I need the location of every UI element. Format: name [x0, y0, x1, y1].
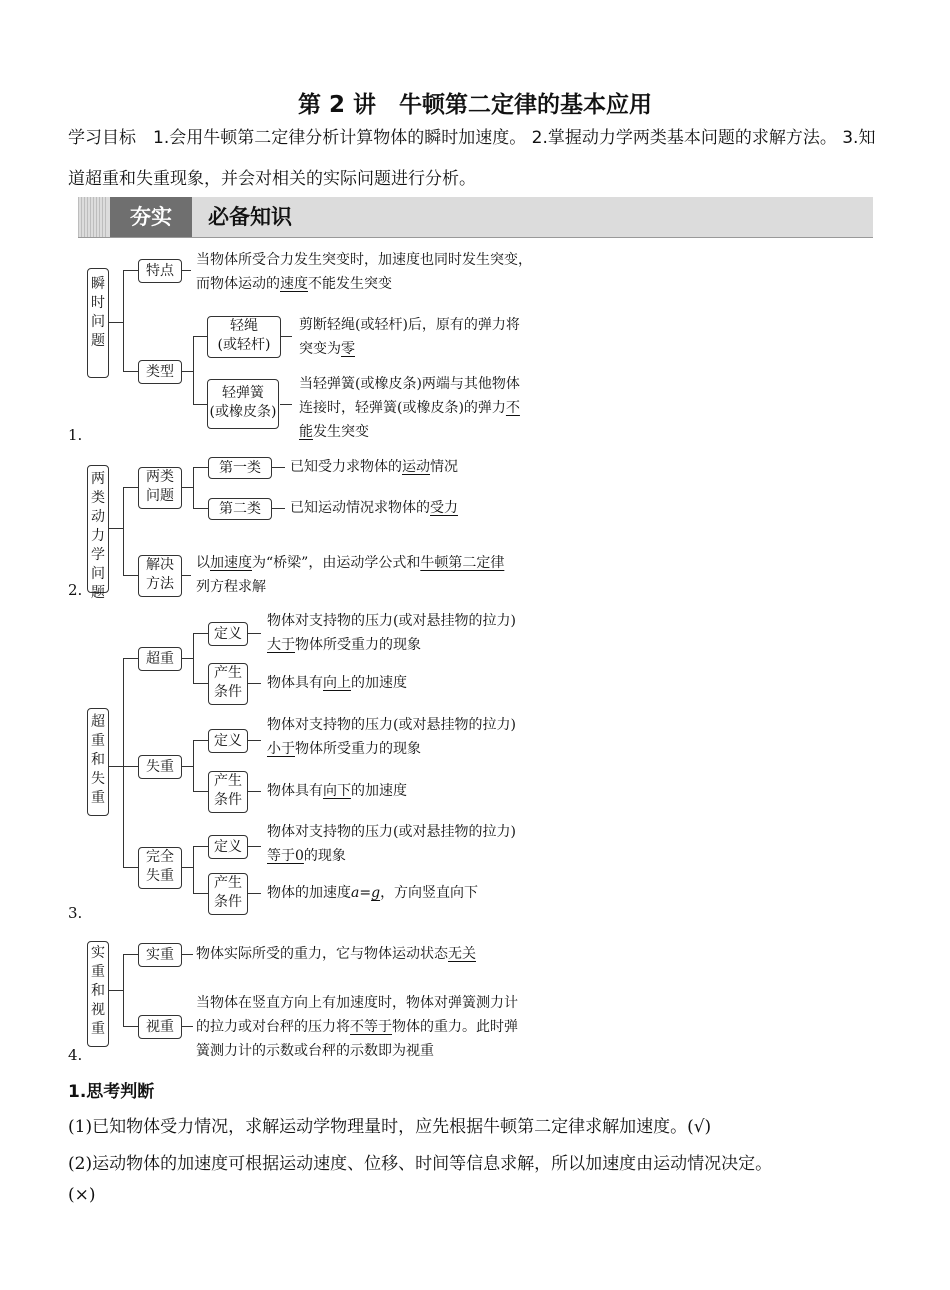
branch-apparent-weight: 视重 [138, 1015, 182, 1039]
definition-box: 定义 [208, 835, 248, 859]
branch-type: 类型 [138, 360, 182, 384]
weightless-def-1: 物体对支持物的压力(或对悬挂物的拉力) [267, 717, 516, 733]
feature-text-2: 而物体运动的速度不能发生突变 [196, 276, 392, 292]
branch-real-weight: 实重 [138, 943, 182, 967]
definition-box: 定义 [208, 622, 248, 646]
apparent-text-3: 簧测力计的示数或台秤的示数即为视重 [196, 1043, 434, 1059]
method-text-1: 以加速度为“桥梁”，由运动学公式和牛顿第二定律 [196, 555, 505, 571]
sub-light-spring: 轻弹簧 (或橡皮条) [207, 379, 279, 429]
branch-feature: 特点 [138, 259, 182, 283]
spring-text-1: 当轻弹簧(或橡皮条)两端与其他物体 [299, 376, 520, 392]
sub-light-rope: 轻绳 (或轻杆) [207, 316, 281, 358]
group-overweight: 超重 [138, 647, 182, 671]
branch-two-kinds: 两类 问题 [138, 467, 182, 509]
condition-box: 产生 条件 [208, 663, 248, 705]
root-box: 瞬时问题 [87, 268, 109, 378]
group-weightless: 失重 [138, 755, 182, 779]
rope-text-1: 剪断轻绳(或轻杆)后，原有的弹力将 [299, 317, 520, 333]
overweight-def-2: 大于物体所受重力的现象 [267, 637, 421, 653]
diagram-number: 3. [68, 904, 83, 922]
weightless-def-2: 小于物体所受重力的现象 [267, 741, 421, 757]
complete-def-1: 物体对支持物的压力(或对悬挂物的拉力) [267, 824, 516, 840]
exercise-q2: (2)运动物体的加速度可根据运动速度、位移、时间等信息求解，所以加速度由运动情况决定。 [68, 1154, 773, 1174]
branch-method: 解决 方法 [138, 555, 182, 597]
complete-def-2: 等于0的现象 [267, 848, 346, 864]
root-box: 实重和视重 [87, 941, 109, 1047]
condition-box: 产生 条件 [208, 771, 248, 813]
exercise-q2-answer: (×) [68, 1185, 96, 1205]
kind-second: 第二类 [208, 498, 272, 520]
overweight-cond: 物体具有向上的加速度 [267, 675, 407, 691]
diagram-number: 4. [68, 1046, 83, 1064]
section-label: 必备知识 [208, 205, 292, 229]
method-text-2: 列方程求解 [196, 579, 266, 595]
feature-text-1: 当物体所受合力发生突变时，加速度也同时发生突变， [196, 252, 532, 268]
weightless-cond: 物体具有向下的加速度 [267, 783, 407, 799]
spring-text-3: 能发生突变 [299, 424, 369, 440]
kind-first: 第一类 [208, 457, 272, 479]
diagram-number: 1. [68, 426, 83, 444]
exercise-q1: (1)已知物体受力情况，求解运动学物理量时，应先根据牛顿第二定律求解加速度。(√) [68, 1117, 712, 1137]
rope-text-2: 突变为零 [299, 341, 355, 357]
root-box: 超重和失重 [87, 708, 109, 816]
kind-first-text: 已知受力求物体的运动情况 [290, 459, 458, 475]
group-complete-weightless: 完全 失重 [138, 847, 182, 889]
page-title: 第 2 讲 牛顿第二定律的基本应用 [297, 92, 653, 118]
section-banner [78, 197, 873, 238]
real-weight-text: 物体实际所受的重力，它与物体运动状态无关 [196, 946, 476, 962]
overweight-def-1: 物体对支持物的压力(或对悬挂物的拉力) [267, 613, 516, 629]
exercise-heading: 1.思考判断 [68, 1082, 155, 1102]
spring-text-2: 连接时，轻弹簧(或橡皮条)的弹力不 [299, 400, 520, 416]
apparent-text-2: 的拉力或对台秤的压力将不等于物体的重力。此时弹 [196, 1019, 518, 1035]
definition-box: 定义 [208, 729, 248, 753]
condition-box: 产生 条件 [208, 873, 248, 915]
learning-objectives: 学习目标 1.会用牛顿第二定律分析计算物体的瞬时加速度。 2.掌握动力学两类基本问题的求解方法。 3.知道超重和失重现象，并会对相关的实际问题进行分析。 [68, 128, 876, 189]
kind-second-text: 已知运动情况求物体的受力 [290, 500, 458, 516]
root-box: 两类动力学问题 [87, 465, 109, 593]
banner-stripe [78, 197, 108, 237]
complete-cond: 物体的加速度a=g，方向竖直向下 [267, 885, 479, 901]
apparent-text-1: 当物体在竖直方向上有加速度时，物体对弹簧测力计 [196, 995, 518, 1011]
diagram-number: 2. [68, 581, 83, 599]
section-tag: 夯实 [110, 197, 192, 237]
